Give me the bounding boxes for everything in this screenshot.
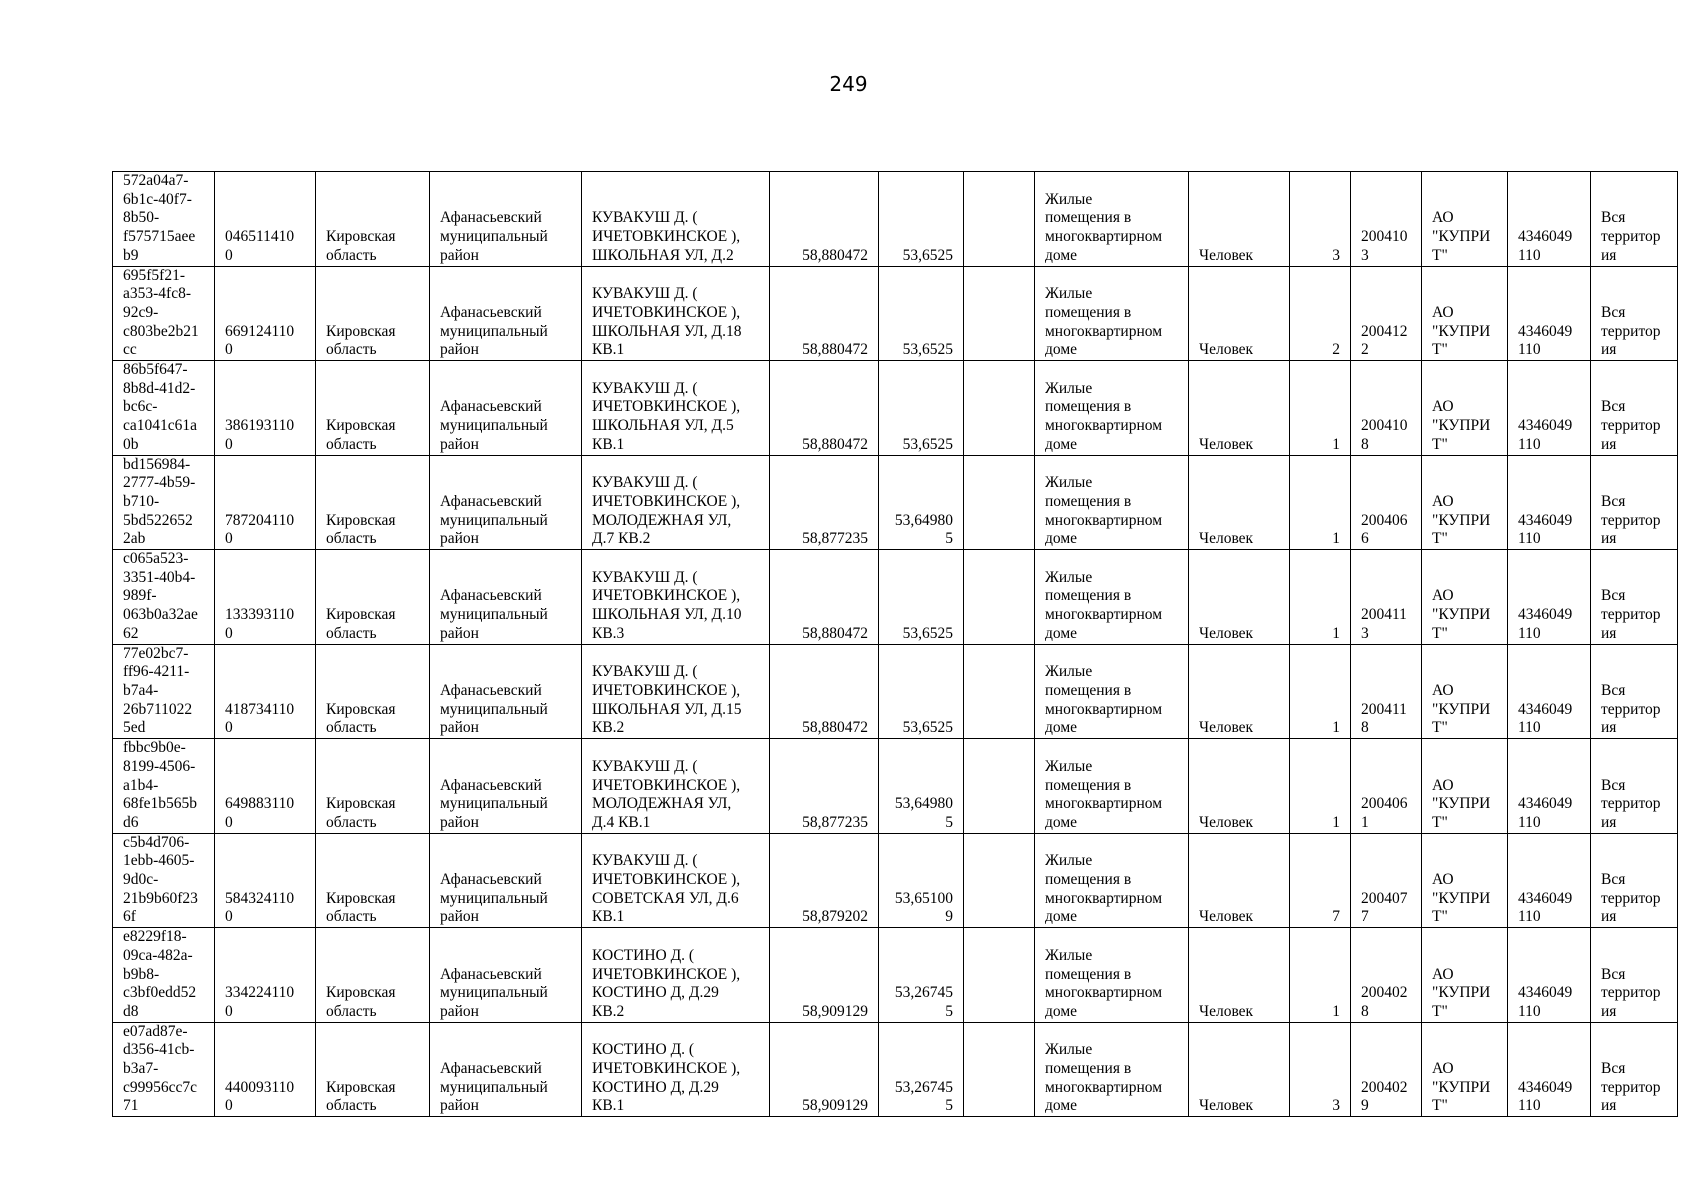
cell-code: 334224110 0 xyxy=(215,928,316,1023)
cell-longitude: 53,6525 xyxy=(879,266,964,361)
cell-organization: АО "КУПРИ Т" xyxy=(1422,266,1508,361)
cell-object-type: Жилые помещения в многоквартирном доме xyxy=(1035,361,1189,456)
cell-number: 200412 2 xyxy=(1351,266,1422,361)
cell-count: 1 xyxy=(1290,644,1351,739)
cell-object-type: Жилые помещения в многоквартирном доме xyxy=(1035,172,1189,267)
cell-inn: 4346049 110 xyxy=(1508,739,1591,834)
cell-address: КУВАКУШ Д. ( ИЧЕТОВКИНСКОЕ ), СОВЕТСКАЯ УЛ, Д.6 КВ.1 xyxy=(582,833,770,928)
cell-code: 440093110 0 xyxy=(215,1022,316,1117)
cell-address: КОСТИНО Д. ( ИЧЕТОВКИНСКОЕ ), КОСТИНО Д, Д.29 КВ.2 xyxy=(582,928,770,1023)
cell-region: Кировская область xyxy=(316,455,430,550)
cell-number: 200410 3 xyxy=(1351,172,1422,267)
cell-latitude: 58,880472 xyxy=(770,361,879,456)
cell-region: Кировская область xyxy=(316,266,430,361)
cell-zone: Вся территор ия xyxy=(1591,739,1678,834)
cell-inn: 4346049 110 xyxy=(1508,928,1591,1023)
cell-count: 7 xyxy=(1290,833,1351,928)
cell-guid: 86b5f647- 8b8d-41d2- bc6c- ca1041c61a 0b xyxy=(113,361,215,456)
cell-region: Кировская область xyxy=(316,739,430,834)
cell-organization: АО "КУПРИ Т" xyxy=(1422,361,1508,456)
cell-guid: c5b4d706- 1ebb-4605- 9d0c- 21b9b60f23 6f xyxy=(113,833,215,928)
register-body xyxy=(113,172,1678,1117)
cell-organization: АО "КУПРИ Т" xyxy=(1422,739,1508,834)
cell-object-type: Жилые помещения в многоквартирном доме xyxy=(1035,644,1189,739)
cell-code: 584324110 0 xyxy=(215,833,316,928)
cell-district: Афанасьевский муниципальный район xyxy=(430,739,582,834)
cell-unit: Человек xyxy=(1189,739,1290,834)
table-row xyxy=(113,1022,1678,1117)
cell-empty xyxy=(964,739,1035,834)
cell-district: Афанасьевский муниципальный район xyxy=(430,172,582,267)
cell-district: Афанасьевский муниципальный район xyxy=(430,928,582,1023)
cell-object-type: Жилые помещения в многоквартирном доме xyxy=(1035,739,1189,834)
cell-number: 200402 9 xyxy=(1351,1022,1422,1117)
cell-guid: c065a523- 3351-40b4- 989f- 063b0a32ae 62 xyxy=(113,550,215,645)
cell-district: Афанасьевский муниципальный район xyxy=(430,1022,582,1117)
cell-guid: 695f5f21- a353-4fc8- 92c9- c803be2b21 cc xyxy=(113,266,215,361)
cell-address: КУВАКУШ Д. ( ИЧЕТОВКИНСКОЕ ), МОЛОДЕЖНАЯ УЛ, Д.4 КВ.1 xyxy=(582,739,770,834)
cell-longitude: 53,26745 5 xyxy=(879,1022,964,1117)
cell-zone: Вся территор ия xyxy=(1591,550,1678,645)
cell-latitude: 58,880472 xyxy=(770,172,879,267)
cell-longitude: 53,64980 5 xyxy=(879,739,964,834)
cell-inn: 4346049 110 xyxy=(1508,644,1591,739)
cell-organization: АО "КУПРИ Т" xyxy=(1422,1022,1508,1117)
cell-count: 1 xyxy=(1290,928,1351,1023)
table-row xyxy=(113,266,1678,361)
cell-unit: Человек xyxy=(1189,1022,1290,1117)
cell-region: Кировская область xyxy=(316,928,430,1023)
cell-latitude: 58,909129 xyxy=(770,928,879,1023)
cell-count: 1 xyxy=(1290,361,1351,456)
cell-organization: АО "КУПРИ Т" xyxy=(1422,833,1508,928)
cell-count: 3 xyxy=(1290,1022,1351,1117)
cell-organization: АО "КУПРИ Т" xyxy=(1422,455,1508,550)
cell-latitude: 58,879202 xyxy=(770,833,879,928)
cell-inn: 4346049 110 xyxy=(1508,172,1591,267)
cell-region: Кировская область xyxy=(316,172,430,267)
cell-code: 418734110 0 xyxy=(215,644,316,739)
cell-number: 200410 8 xyxy=(1351,361,1422,456)
cell-code: 046511410 0 xyxy=(215,172,316,267)
cell-zone: Вся территор ия xyxy=(1591,833,1678,928)
cell-unit: Человек xyxy=(1189,172,1290,267)
cell-inn: 4346049 110 xyxy=(1508,833,1591,928)
cell-district: Афанасьевский муниципальный район xyxy=(430,550,582,645)
table-row xyxy=(113,833,1678,928)
cell-number: 200406 1 xyxy=(1351,739,1422,834)
cell-address: КУВАКУШ Д. ( ИЧЕТОВКИНСКОЕ ), ШКОЛЬНАЯ УЛ, Д.18 КВ.1 xyxy=(582,266,770,361)
cell-longitude: 53,6525 xyxy=(879,644,964,739)
cell-unit: Человек xyxy=(1189,833,1290,928)
cell-code: 386193110 0 xyxy=(215,361,316,456)
cell-empty xyxy=(964,1022,1035,1117)
cell-longitude: 53,64980 5 xyxy=(879,455,964,550)
cell-longitude: 53,65100 9 xyxy=(879,833,964,928)
cell-empty xyxy=(964,644,1035,739)
cell-number: 200411 8 xyxy=(1351,644,1422,739)
cell-object-type: Жилые помещения в многоквартирном доме xyxy=(1035,550,1189,645)
cell-zone: Вся территор ия xyxy=(1591,455,1678,550)
page-number: 249 xyxy=(829,72,868,96)
cell-region: Кировская область xyxy=(316,550,430,645)
register-table xyxy=(112,171,1678,1117)
cell-organization: АО "КУПРИ Т" xyxy=(1422,928,1508,1023)
cell-latitude: 58,909129 xyxy=(770,1022,879,1117)
cell-unit: Человек xyxy=(1189,361,1290,456)
cell-address: КУВАКУШ Д. ( ИЧЕТОВКИНСКОЕ ), МОЛОДЕЖНАЯ УЛ, Д.7 КВ.2 xyxy=(582,455,770,550)
cell-zone: Вся территор ия xyxy=(1591,928,1678,1023)
cell-latitude: 58,877235 xyxy=(770,455,879,550)
cell-object-type: Жилые помещения в многоквартирном доме xyxy=(1035,833,1189,928)
cell-inn: 4346049 110 xyxy=(1508,361,1591,456)
cell-zone: Вся территор ия xyxy=(1591,1022,1678,1117)
cell-empty xyxy=(964,833,1035,928)
cell-district: Афанасьевский муниципальный район xyxy=(430,644,582,739)
cell-zone: Вся территор ия xyxy=(1591,644,1678,739)
cell-count: 1 xyxy=(1290,550,1351,645)
cell-unit: Человек xyxy=(1189,266,1290,361)
cell-code: 649883110 0 xyxy=(215,739,316,834)
table-row xyxy=(113,172,1678,267)
table-row xyxy=(113,361,1678,456)
cell-object-type: Жилые помещения в многоквартирном доме xyxy=(1035,1022,1189,1117)
cell-code: 133393110 0 xyxy=(215,550,316,645)
cell-district: Афанасьевский муниципальный район xyxy=(430,361,582,456)
cell-region: Кировская область xyxy=(316,361,430,456)
cell-organization: АО "КУПРИ Т" xyxy=(1422,644,1508,739)
cell-longitude: 53,6525 xyxy=(879,361,964,456)
cell-object-type: Жилые помещения в многоквартирном доме xyxy=(1035,455,1189,550)
table-row xyxy=(113,455,1678,550)
cell-code: 669124110 0 xyxy=(215,266,316,361)
cell-unit: Человек xyxy=(1189,928,1290,1023)
cell-guid: e07ad87e- d356-41cb- b3a7- c99956cc7c 71 xyxy=(113,1022,215,1117)
cell-organization: АО "КУПРИ Т" xyxy=(1422,550,1508,645)
cell-district: Афанасьевский муниципальный район xyxy=(430,455,582,550)
cell-zone: Вся территор ия xyxy=(1591,172,1678,267)
table-row xyxy=(113,739,1678,834)
cell-district: Афанасьевский муниципальный район xyxy=(430,266,582,361)
cell-longitude: 53,26745 5 xyxy=(879,928,964,1023)
cell-guid: bd156984- 2777-4b59- b710- 5bd522652 2ab xyxy=(113,455,215,550)
cell-address: КУВАКУШ Д. ( ИЧЕТОВКИНСКОЕ ), ШКОЛЬНАЯ УЛ, Д.10 КВ.3 xyxy=(582,550,770,645)
cell-count: 2 xyxy=(1290,266,1351,361)
cell-inn: 4346049 110 xyxy=(1508,455,1591,550)
table-row xyxy=(113,644,1678,739)
cell-address: КОСТИНО Д. ( ИЧЕТОВКИНСКОЕ ), КОСТИНО Д, Д.29 КВ.1 xyxy=(582,1022,770,1117)
cell-latitude: 58,880472 xyxy=(770,644,879,739)
cell-region: Кировская область xyxy=(316,1022,430,1117)
cell-object-type: Жилые помещения в многоквартирном доме xyxy=(1035,928,1189,1023)
cell-empty xyxy=(964,266,1035,361)
cell-region: Кировская область xyxy=(316,833,430,928)
cell-district: Афанасьевский муниципальный район xyxy=(430,833,582,928)
cell-empty xyxy=(964,455,1035,550)
cell-number: 200402 8 xyxy=(1351,928,1422,1023)
cell-latitude: 58,880472 xyxy=(770,266,879,361)
cell-address: КУВАКУШ Д. ( ИЧЕТОВКИНСКОЕ ), ШКОЛЬНАЯ УЛ, Д.2 xyxy=(582,172,770,267)
table-row xyxy=(113,550,1678,645)
cell-object-type: Жилые помещения в многоквартирном доме xyxy=(1035,266,1189,361)
cell-organization: АО "КУПРИ Т" xyxy=(1422,172,1508,267)
cell-unit: Человек xyxy=(1189,644,1290,739)
cell-latitude: 58,877235 xyxy=(770,739,879,834)
cell-zone: Вся территор ия xyxy=(1591,361,1678,456)
cell-count: 1 xyxy=(1290,739,1351,834)
cell-inn: 4346049 110 xyxy=(1508,266,1591,361)
cell-guid: fbbc9b0e- 8199-4506- a1b4- 68fe1b565b d6 xyxy=(113,739,215,834)
cell-guid: 572a04a7- 6b1c-40f7- 8b50- f575715aee b9 xyxy=(113,172,215,267)
cell-number: 200407 7 xyxy=(1351,833,1422,928)
cell-count: 3 xyxy=(1290,172,1351,267)
cell-number: 200406 6 xyxy=(1351,455,1422,550)
cell-inn: 4346049 110 xyxy=(1508,550,1591,645)
cell-number: 200411 3 xyxy=(1351,550,1422,645)
cell-region: Кировская область xyxy=(316,644,430,739)
cell-count: 1 xyxy=(1290,455,1351,550)
cell-address: КУВАКУШ Д. ( ИЧЕТОВКИНСКОЕ ), ШКОЛЬНАЯ УЛ, Д.5 КВ.1 xyxy=(582,361,770,456)
cell-unit: Человек xyxy=(1189,550,1290,645)
cell-zone: Вся территор ия xyxy=(1591,266,1678,361)
cell-empty xyxy=(964,172,1035,267)
cell-empty xyxy=(964,928,1035,1023)
cell-longitude: 53,6525 xyxy=(879,550,964,645)
cell-code: 787204110 0 xyxy=(215,455,316,550)
cell-unit: Человек xyxy=(1189,455,1290,550)
cell-inn: 4346049 110 xyxy=(1508,1022,1591,1117)
cell-longitude: 53,6525 xyxy=(879,172,964,267)
cell-empty xyxy=(964,361,1035,456)
cell-guid: 77e02bc7- ff96-4211- b7a4- 26b711022 5ed xyxy=(113,644,215,739)
cell-guid: e8229f18- 09ca-482a- b9b8- c3bf0edd52 d8 xyxy=(113,928,215,1023)
cell-address: КУВАКУШ Д. ( ИЧЕТОВКИНСКОЕ ), ШКОЛЬНАЯ УЛ, Д.15 КВ.2 xyxy=(582,644,770,739)
cell-latitude: 58,880472 xyxy=(770,550,879,645)
table-row xyxy=(113,928,1678,1023)
cell-empty xyxy=(964,550,1035,645)
